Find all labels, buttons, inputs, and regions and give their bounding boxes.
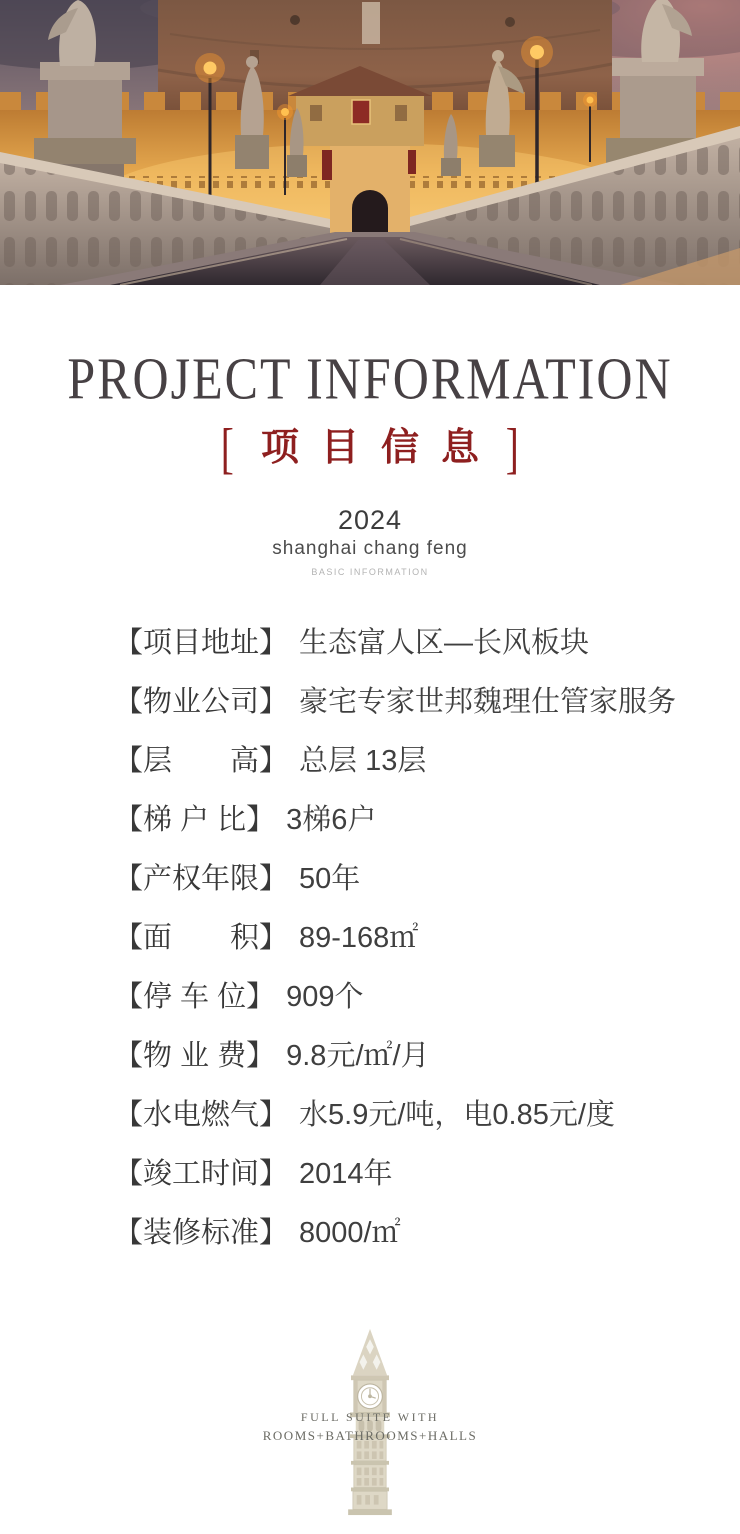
info-value: 2014年	[299, 1158, 393, 1190]
info-value: 89-168㎡	[299, 922, 419, 954]
info-label: 【物业公司】	[114, 686, 289, 718]
info-value: 8000/㎡	[299, 1217, 401, 1249]
project-name-label: shanghai chang feng	[272, 538, 468, 559]
info-value: 生态富人区—长风板块	[299, 627, 590, 659]
info-row-elevator-ratio	[114, 804, 740, 837]
info-value: 3梯6户	[286, 804, 377, 836]
info-value: 总层 13层	[299, 745, 427, 777]
info-label: 【装修标准】	[114, 1217, 289, 1249]
info-row-area	[114, 922, 740, 955]
castel-santangelo-scene	[0, 0, 740, 285]
info-label: 【产权年限】	[114, 863, 289, 895]
hero-photo	[0, 0, 740, 285]
info-label: 【层 高】	[114, 745, 289, 777]
info-row-property-fee	[114, 1040, 740, 1073]
info-list	[0, 627, 740, 1250]
info-row-tenure	[114, 863, 740, 896]
info-value: 909个	[286, 981, 364, 1013]
info-row-address	[114, 627, 740, 660]
info-value: 水5.9元/吨，电0.85元/度	[299, 1099, 615, 1131]
basic-information-label: BASIC INFORMATION	[311, 567, 429, 577]
year-label: 2024	[337, 505, 403, 535]
subtitle-cn-row	[0, 418, 740, 480]
bracket-left-icon: [	[221, 418, 235, 480]
info-row-property-company	[114, 686, 740, 719]
page-title: PROJECT INFORMATION	[67, 345, 673, 412]
info-label: 【竣工时间】	[114, 1158, 289, 1190]
info-label: 【面 积】	[114, 922, 289, 954]
subtitle-cn: 项目信息	[260, 427, 501, 470]
info-row-utilities	[114, 1099, 740, 1132]
info-row-decoration	[114, 1217, 740, 1250]
info-label: 【物 业 费】	[114, 1040, 276, 1072]
footer-watermark	[0, 1326, 740, 1522]
info-row-completion	[114, 1158, 740, 1191]
info-label: 【项目地址】	[114, 627, 289, 659]
info-row-parking	[114, 981, 740, 1014]
info-value: 9.8元/㎡/月	[286, 1040, 430, 1072]
info-label: 【梯 户 比】	[114, 804, 276, 836]
bracket-right-icon: ]	[505, 418, 519, 480]
watermark-text-line2: ROOMS+BATHROOMS+HALLS	[262, 1428, 478, 1443]
info-label: 【停 车 位】	[114, 981, 276, 1013]
info-value: 50年	[299, 863, 361, 895]
watermark-text-line1: FULL SUITE WITH	[300, 1410, 440, 1424]
info-value: 豪宅专家世邦魏理仕管家服务	[299, 686, 677, 718]
info-label: 【水电燃气】	[114, 1099, 289, 1131]
info-row-floors	[114, 745, 740, 778]
